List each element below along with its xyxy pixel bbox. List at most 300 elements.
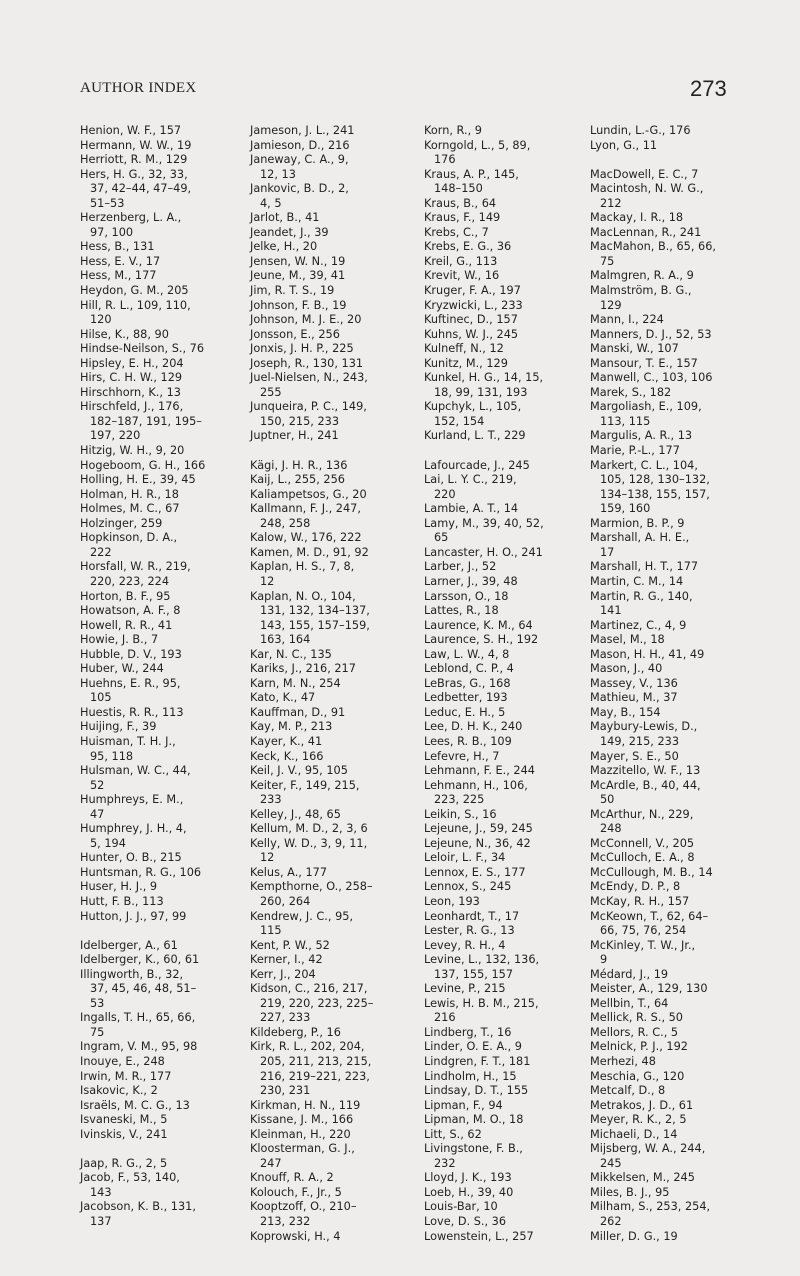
index-entry-continuation: 197, 220: [90, 429, 141, 443]
index-entry-continuation: 105, 128, 130–132,: [600, 473, 710, 487]
index-entry: Huijing, F., 39: [80, 720, 157, 734]
index-entry: Lennox, E. S., 177: [424, 865, 526, 879]
index-entry-continuation: 12: [260, 851, 275, 865]
index-entry-continuation: 245: [600, 1156, 622, 1170]
index-entry: Hogeboom, G. H., 166: [80, 458, 206, 472]
index-entry: Idelberger, K., 60, 61: [80, 953, 200, 967]
index-entry-continuation: 17: [600, 545, 615, 559]
index-entry: Melnick, P. J., 192: [590, 1040, 688, 1054]
index-entry: Ledbetter, 193: [424, 691, 508, 705]
index-entry: Miles, B. J., 95: [590, 1185, 670, 1199]
index-entry: McKeown, T., 62, 64–: [590, 909, 709, 923]
index-entry: Massey, V., 136: [590, 676, 678, 690]
index-entry: Lai, L. Y. C., 219,: [424, 473, 517, 487]
index-entry: Lindgren, F. T., 181: [424, 1055, 531, 1068]
index-entry-continuation: 47: [90, 807, 105, 821]
index-entry: Hirschfeld, J., 176,: [80, 400, 184, 414]
index-entry: Karn, M. N., 254: [250, 676, 341, 690]
index-entry: Hirs, C. H. W., 129: [80, 371, 183, 385]
index-entry: Lafourcade, J., 245: [424, 458, 530, 472]
index-entry: Illingworth, B., 32,: [80, 967, 184, 981]
index-entry-continuation: 120: [90, 313, 112, 327]
index-entry-continuation: 50: [600, 793, 615, 807]
index-entry: Law, L. W., 4, 8: [424, 647, 510, 661]
index-entry: Juptner, H., 241: [250, 429, 339, 443]
index-entry: Lindsay, D. T., 155: [424, 1084, 529, 1098]
index-entry-continuation: 216, 219–221, 223,: [260, 1069, 370, 1083]
index-entry: Hopkinson, D. A.,: [80, 531, 178, 545]
index-entry-continuation: 149, 215, 233: [600, 734, 680, 748]
index-entry: Jonxis, J. H. P., 225: [250, 342, 354, 356]
section-gap: [424, 444, 604, 459]
index-entry: Joseph, R., 130, 131: [250, 356, 364, 370]
index-entry: Kruger, F. A., 197: [424, 284, 521, 298]
index-entry: Hers, H. G., 32, 33,: [80, 167, 188, 181]
index-entry: Larner, J., 39, 48: [424, 574, 518, 588]
index-entry: Leblond, C. P., 4: [424, 662, 514, 676]
index-entry: Margulis, A. R., 13: [590, 429, 693, 443]
index-entry: Kelus, A., 177: [250, 865, 328, 879]
index-entry: Holzinger, 259: [80, 516, 163, 530]
index-entry: Krebs, C., 7: [424, 225, 489, 239]
index-entry-continuation: 148–150: [434, 182, 483, 196]
index-entry: Martin, C. M., 14: [590, 574, 684, 588]
index-entry: Howell, R. R., 41: [80, 618, 173, 632]
index-entry: Kamen, M. D., 91, 92: [250, 545, 369, 559]
index-entry: Kidson, C., 216, 217,: [250, 982, 368, 996]
index-entry: Laurence, S. H., 192: [424, 633, 539, 647]
index-entry: Lehmann, H., 106,: [424, 778, 528, 792]
index-entry: Hindse-Neilson, S., 76: [80, 342, 205, 356]
index-entry: Isvaneski, M., 5: [80, 1113, 168, 1127]
index-entry: Jarlot, B., 41: [250, 211, 320, 225]
index-entry-continuation: 66, 75, 76, 254: [600, 924, 687, 938]
index-entry: Lejeune, N., 36, 42: [424, 836, 531, 850]
index-entry: Mellors, R. C., 5: [590, 1025, 679, 1039]
index-entry-continuation: 233: [260, 793, 282, 807]
index-entry: Kolouch, F., Jr., 5: [250, 1185, 342, 1199]
index-entry: Hermann, W. W., 19: [80, 138, 192, 152]
index-entry: Mijsberg, W. A., 244,: [590, 1142, 706, 1156]
index-entry: Kerner, I., 42: [250, 953, 323, 967]
index-entry: Kaliampetsos, G., 20: [250, 487, 367, 501]
index-entry: Lundin, L.-G., 176: [590, 124, 691, 137]
index-entry-continuation: 75: [90, 1025, 105, 1039]
index-entry: Lee, D. H. K., 240: [424, 720, 523, 734]
index-entry: McArthur, N., 229,: [590, 807, 694, 821]
index-entry: Isakovic, K., 2: [80, 1084, 158, 1098]
index-entry: Milham, S., 253, 254,: [590, 1200, 711, 1214]
page-number: 273: [690, 76, 727, 101]
index-entry: Kupchyk, L., 105,: [424, 400, 522, 414]
index-entry-continuation: 255: [260, 385, 282, 399]
index-entry: Louis-Bar, 10: [424, 1200, 498, 1214]
index-entry: Jamieson, D., 216: [250, 138, 350, 152]
section-gap: [80, 924, 260, 939]
index-entry: Jonsson, E., 256: [250, 327, 340, 341]
index-entry: Juel-Nielsen, N., 243,: [250, 371, 368, 385]
index-entry: LeBras, G., 168: [424, 676, 511, 690]
index-entry-continuation: 12: [260, 574, 275, 588]
index-entry: Knouff, R. A., 2: [250, 1171, 334, 1185]
index-entry: Jensen, W. N., 19: [250, 254, 346, 268]
index-column-1: [80, 124, 260, 1230]
index-entry: Mellbin, T., 64: [590, 996, 669, 1010]
index-entry: Leonhardt, T., 17: [424, 909, 520, 923]
index-entry: Lipman, F., 94: [424, 1098, 503, 1112]
index-entry: Howie, J. B., 7: [80, 633, 159, 647]
index-entry-continuation: 260, 264: [260, 894, 311, 908]
index-entry: Hess, M., 177: [80, 269, 157, 283]
index-entry: Hill, R. L., 109, 110,: [80, 298, 191, 312]
index-entry: MacLennan, R., 241: [590, 225, 702, 239]
index-entry: Horsfall, W. R., 219,: [80, 560, 191, 574]
index-column-4: [590, 124, 770, 1244]
index-entry-continuation: 97, 100: [90, 225, 134, 239]
index-entry: Kirk, R. L., 202, 204,: [250, 1040, 365, 1054]
index-entry-continuation: 220, 223, 224: [90, 574, 170, 588]
index-entry: Meister, A., 129, 130: [590, 982, 708, 996]
index-entry: Kraus, B., 64: [424, 196, 497, 210]
index-entry-continuation: 18, 99, 131, 193: [434, 385, 528, 399]
index-entry: Kelley, J., 48, 65: [250, 807, 341, 821]
index-entry: Kaplan, H. S., 7, 8,: [250, 560, 355, 574]
index-entry: Kay, M. P., 213: [250, 720, 333, 734]
index-entry-continuation: 75: [600, 254, 615, 268]
index-entry: Larber, J., 52: [424, 560, 497, 574]
index-entry: Israëls, M. C. G., 13: [80, 1098, 190, 1112]
index-entry: Kraus, A. P., 145,: [424, 167, 519, 181]
index-entry: Herriott, R. M., 129: [80, 153, 188, 167]
index-entry: Huntsman, R. G., 106: [80, 865, 202, 879]
index-entry: Jeandet, J., 39: [250, 225, 329, 239]
index-entry: Kirkman, H. N., 119: [250, 1098, 361, 1112]
index-entry: Jaap, R. G., 2, 5: [80, 1156, 168, 1170]
index-entry: Maybury-Lewis, D.,: [590, 720, 698, 734]
index-entry: Huisman, T. H. J.,: [80, 734, 176, 748]
index-entry: Lester, R. G., 13: [424, 924, 515, 938]
index-entry: May, B., 154: [590, 705, 661, 719]
index-entry-continuation: 248, 258: [260, 516, 311, 530]
index-entry-continuation: 37, 42–44, 47–49,: [90, 182, 192, 196]
index-entry: Krebs, E. G., 36: [424, 240, 512, 254]
index-entry: Junqueira, P. C., 149,: [250, 400, 367, 414]
index-entry-continuation: 232: [434, 1156, 456, 1170]
index-entry: Kägi, J. H. R., 136: [250, 458, 348, 472]
index-entry: Jim, R. T. S., 19: [250, 284, 335, 298]
index-entry: Malmgren, R. A., 9: [590, 269, 694, 283]
index-entry-continuation: 105: [90, 691, 112, 705]
index-entry: Jeune, M., 39, 41: [250, 269, 346, 283]
index-entry-continuation: 248: [600, 822, 622, 836]
index-entry-continuation: 51–53: [90, 196, 125, 210]
index-entry: Kallmann, F. J., 247,: [250, 502, 361, 516]
index-entry-continuation: 115: [260, 924, 282, 938]
index-entry: Idelberger, A., 61: [80, 938, 178, 952]
index-entry: McArdle, B., 40, 44,: [590, 778, 701, 792]
index-entry: Hess, E. V., 17: [80, 254, 161, 268]
index-entry-continuation: 159, 160: [600, 502, 651, 516]
index-entry-continuation: 220: [434, 487, 456, 501]
index-entry: MacDowell, E. C., 7: [590, 167, 699, 181]
index-entry: Keiter, F., 149, 215,: [250, 778, 360, 792]
index-entry-continuation: 205, 211, 213, 215,: [260, 1055, 372, 1068]
index-entry-continuation: 52: [90, 778, 105, 792]
index-entry-continuation: 131, 132, 134–137,: [260, 604, 370, 618]
index-entry: Leduc, E. H., 5: [424, 705, 506, 719]
index-entry: Huestis, R. R., 113: [80, 705, 184, 719]
index-entry: Kooptzoff, O., 210–: [250, 1200, 357, 1214]
index-entry: Mellick, R. S., 50: [590, 1011, 683, 1025]
index-entry: Kaij, L., 255, 256: [250, 473, 345, 487]
index-entry: Marmion, B. P., 9: [590, 516, 685, 530]
index-entry-continuation: 137, 155, 157: [434, 967, 514, 981]
index-entry: Martinez, C., 4, 9: [590, 618, 687, 632]
index-entry-continuation: 176: [434, 153, 456, 167]
index-entry: Hipsley, E. H., 204: [80, 356, 184, 370]
index-entry: Kloosterman, G. J.,: [250, 1142, 355, 1156]
index-entry: Mason, J., 40: [590, 662, 663, 676]
index-entry: Holman, H. R., 18: [80, 487, 179, 501]
index-entry: McCullough, M. B., 14: [590, 865, 713, 879]
index-entry: Manwell, C., 103, 106: [590, 371, 713, 385]
index-entry: Kato, K., 47: [250, 691, 316, 705]
index-entry-continuation: 143: [90, 1185, 112, 1199]
index-entry: Levine, P., 215: [424, 982, 506, 996]
index-entry: Herzenberg, L. A.,: [80, 211, 182, 225]
index-entry: Kalow, W., 176, 222: [250, 531, 362, 545]
index-entry: Lyon, G., 11: [590, 138, 658, 152]
index-entry: Macintosh, N. W. G.,: [590, 182, 704, 196]
index-entry: McConnell, V., 205: [590, 836, 695, 850]
index-entry: Jacobson, K. B., 131,: [80, 1200, 196, 1214]
index-entry: Mikkelsen, M., 245: [590, 1171, 695, 1185]
index-entry: Mansour, T. E., 157: [590, 356, 698, 370]
index-entry: Kent, P. W., 52: [250, 938, 330, 952]
index-entry: Kendrew, J. C., 95,: [250, 909, 354, 923]
index-entry: Marshall, H. T., 177: [590, 560, 699, 574]
index-entry: Humphreys, E. M.,: [80, 793, 184, 807]
index-entry: Hulsman, W. C., 44,: [80, 764, 191, 778]
index-entry: Janeway, C. A., 9,: [250, 153, 349, 167]
running-header: AUTHOR INDEX: [80, 80, 197, 96]
index-entry: Manski, W., 107: [590, 342, 679, 356]
index-entry: McKinley, T. W., Jr.,: [590, 938, 696, 952]
index-entry: Koprowski, H., 4: [250, 1229, 341, 1243]
index-entry: Lindberg, T., 16: [424, 1025, 512, 1039]
index-entry: Hunter, O. B., 215: [80, 851, 182, 865]
index-entry-continuation: 223, 225: [434, 793, 485, 807]
index-entry: Irwin, M. R., 177: [80, 1069, 172, 1083]
index-entry-continuation: 129: [600, 298, 622, 312]
index-entry: Johnson, M. J. E., 20: [250, 313, 362, 327]
index-entry-continuation: 4, 5: [260, 196, 282, 210]
index-entry: Howatson, A. F., 8: [80, 604, 181, 618]
index-entry: Keil, J. V., 95, 105: [250, 764, 348, 778]
index-entry: Horton, B. F., 95: [80, 589, 171, 603]
index-entry: Meyer, R. K., 2, 5: [590, 1113, 687, 1127]
index-entry-continuation: 230, 231: [260, 1084, 311, 1098]
index-entry: Johnson, F. B., 19: [250, 298, 347, 312]
index-entry: Laurence, K. M., 64: [424, 618, 533, 632]
index-entry: Kunkel, H. G., 14, 15,: [424, 371, 544, 385]
index-entry: Lloyd, J. K., 193: [424, 1171, 512, 1185]
index-entry: Jameson, J. L., 241: [250, 124, 355, 137]
index-entry-continuation: 12, 13: [260, 167, 296, 181]
index-entry: Keck, K., 166: [250, 749, 324, 763]
index-entry: Lambie, A. T., 14: [424, 502, 519, 516]
index-entry: Heydon, G. M., 205: [80, 284, 189, 298]
index-entry: Kelly, W. D., 3, 9, 11,: [250, 836, 368, 850]
index-entry: Lowenstein, L., 257: [424, 1229, 534, 1243]
index-entry: Metcalf, D., 8: [590, 1084, 666, 1098]
index-entry: Michaeli, D., 14: [590, 1127, 678, 1141]
index-entry-continuation: 37, 45, 46, 48, 51–: [90, 982, 197, 996]
index-entry: Jankovic, B. D., 2,: [250, 182, 349, 196]
index-entry: McKay, R. H., 157: [590, 894, 690, 908]
index-entry: Kulneff, N., 12: [424, 342, 504, 356]
index-entry-continuation: 65: [434, 531, 449, 545]
index-entry: Livingstone, F. B.,: [424, 1142, 523, 1156]
index-entry: Mann, I., 224: [590, 313, 664, 327]
index-entry: Lees, R. B., 109: [424, 734, 512, 748]
index-entry: Miller, D. G., 19: [590, 1229, 678, 1243]
index-entry: Krevit, W., 16: [424, 269, 500, 283]
index-entry: Kariks, J., 216, 217: [250, 662, 356, 676]
index-entry: Linder, O. E. A., 9: [424, 1040, 522, 1054]
index-entry: McCulloch, E. A., 8: [590, 851, 695, 865]
index-entry: Jacob, F., 53, 140,: [80, 1171, 180, 1185]
index-entry: Holmes, M. C., 67: [80, 502, 180, 516]
index-entry: Hitzig, W. H., 9, 20: [80, 444, 185, 458]
section-gap: [590, 153, 770, 168]
index-entry: Kunitz, M., 129: [424, 356, 508, 370]
index-entry: Kuftinec, D., 157: [424, 313, 518, 327]
index-entry: Inouye, E., 248: [80, 1055, 165, 1068]
index-entry: Markert, C. L., 104,: [590, 458, 698, 472]
index-entry-continuation: 141: [600, 604, 622, 618]
index-entry: Lindholm, H., 15: [424, 1069, 517, 1083]
index-entry-continuation: 143, 155, 157–159,: [260, 618, 370, 632]
index-entry-continuation: 137: [90, 1215, 112, 1229]
index-entry: Mayer, S. E., 50: [590, 749, 679, 763]
index-entry: Ingalls, T. H., 65, 66,: [80, 1011, 196, 1025]
index-entry-continuation: 53: [90, 996, 105, 1010]
index-entry: Loeb, H., 39, 40: [424, 1185, 514, 1199]
index-entry: Levey, R. H., 4: [424, 938, 506, 952]
index-entry: Kryzwicki, L., 233: [424, 298, 523, 312]
index-entry: McEndy, D. P., 8: [590, 880, 681, 894]
index-entry: Mackay, I. R., 18: [590, 211, 684, 225]
index-entry: Huber, W., 244: [80, 662, 164, 676]
index-entry: Hilse, K., 88, 90: [80, 327, 169, 341]
index-entry: Leloir, L. F., 34: [424, 851, 506, 865]
index-entry: Korngold, L., 5, 89,: [424, 138, 531, 152]
index-entry: Kayer, K., 41: [250, 734, 323, 748]
index-entry-continuation: 227, 233: [260, 1011, 311, 1025]
index-entry: Lamy, M., 39, 40, 52,: [424, 516, 544, 530]
index-entry-continuation: 134–138, 155, 157,: [600, 487, 710, 501]
index-entry: Kurland, L. T., 229: [424, 429, 526, 443]
index-entry: Kildeberg, P., 16: [250, 1025, 341, 1039]
index-entry-continuation: 150, 215, 233: [260, 414, 340, 428]
index-entry: Lancaster, H. O., 241: [424, 545, 543, 559]
index-entry: Kraus, F., 149: [424, 211, 501, 225]
index-entry-continuation: 216: [434, 1011, 456, 1025]
index-entry: Lennox, S., 245: [424, 880, 512, 894]
index-entry: Lehmann, F. E., 244: [424, 764, 535, 778]
section-gap: [80, 1142, 260, 1157]
index-entry: Lipman, M. O., 18: [424, 1113, 524, 1127]
index-entry: Kleinman, H., 220: [250, 1127, 351, 1141]
index-entry: Kar, N. C., 135: [250, 647, 332, 661]
index-entry: Leikin, S., 16: [424, 807, 497, 821]
index-entry: Ingram, V. M., 95, 98: [80, 1040, 198, 1054]
index-entry: Kauffman, D., 91: [250, 705, 346, 719]
index-entry: Humphrey, J. H., 4,: [80, 822, 187, 836]
index-entry: Leon, 193: [424, 894, 480, 908]
index-entry-continuation: 113, 115: [600, 414, 651, 428]
index-entry: Ivinskis, V., 241: [80, 1127, 168, 1141]
index-entry: Kerr, J., 204: [250, 967, 316, 981]
index-entry: Hubble, D. V., 193: [80, 647, 182, 661]
index-entry-continuation: 222: [90, 545, 112, 559]
index-entry: Litt, S., 62: [424, 1127, 482, 1141]
index-entry-continuation: 182–187, 191, 195–: [90, 414, 202, 428]
index-entry: Love, D. S., 36: [424, 1215, 507, 1229]
index-entry: Korn, R., 9: [424, 124, 482, 137]
index-entry: Kaplan, N. O., 104,: [250, 589, 356, 603]
index-entry: Huser, H. J., 9: [80, 880, 158, 894]
index-entry: Huehns, E. R., 95,: [80, 676, 181, 690]
index-entry: Médard, J., 19: [590, 967, 669, 981]
index-entry: Margoliash, E., 109,: [590, 400, 702, 414]
index-entry-continuation: 95, 118: [90, 749, 134, 763]
index-entry: Larsson, O., 18: [424, 589, 509, 603]
index-entry: Hutt, F. B., 113: [80, 894, 164, 908]
index-entry: Mason, H. H., 41, 49: [590, 647, 705, 661]
index-entry: Mazzitello, W. F., 13: [590, 764, 701, 778]
index-entry: Kellum, M. D., 2, 3, 6: [250, 822, 368, 836]
index-entry-continuation: 213, 232: [260, 1215, 311, 1229]
index-entry: Marek, S., 182: [590, 385, 672, 399]
index-entry: Lewis, H. B. M., 215,: [424, 996, 539, 1010]
index-entry-continuation: 5, 194: [90, 836, 126, 850]
index-entry-continuation: 9: [600, 953, 608, 967]
index-entry-continuation: 163, 164: [260, 633, 311, 647]
index-entry: MacMahon, B., 65, 66,: [590, 240, 717, 254]
index-entry: Kempthorne, O., 258–: [250, 880, 373, 894]
index-entry: Lejeune, J., 59, 245: [424, 822, 533, 836]
index-entry: Mathieu, M., 37: [590, 691, 678, 705]
index-entry: Merhezi, 48: [590, 1055, 656, 1068]
index-entry: Martin, R. G., 140,: [590, 589, 693, 603]
index-entry: Lefevre, H., 7: [424, 749, 500, 763]
section-gap: [250, 444, 430, 459]
index-entry: Henion, W. F., 157: [80, 124, 182, 137]
index-entry: Kreil, G., 113: [424, 254, 498, 268]
index-entry: Malmström, B. G.,: [590, 284, 692, 298]
index-entry: Metrakos, J. D., 61: [590, 1098, 694, 1112]
index-entry: Kuhns, W. J., 245: [424, 327, 519, 341]
index-entry-continuation: 262: [600, 1215, 622, 1229]
index-entry: Marie, P.-L., 177: [590, 444, 680, 458]
index-entry: Marshall, A. H. E.,: [590, 531, 690, 545]
index-entry: Hess, B., 131: [80, 240, 155, 254]
index-entry-continuation: 219, 220, 223, 225–: [260, 996, 374, 1010]
index-entry: Hutton, J. J., 97, 99: [80, 909, 187, 923]
index-column-3: [424, 124, 604, 1244]
